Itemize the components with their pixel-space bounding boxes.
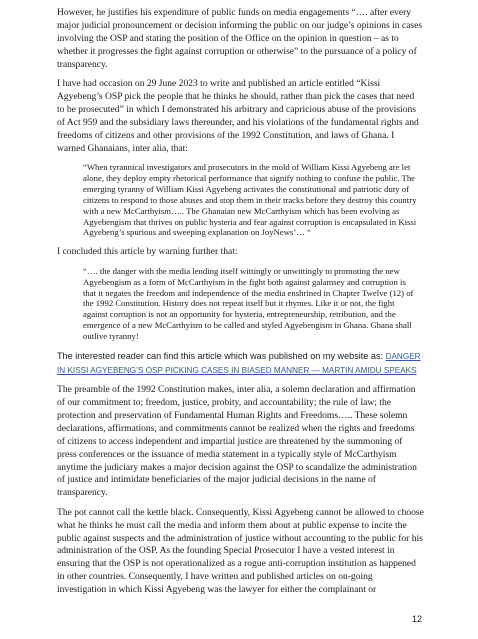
paragraph-constitution-preamble: The preamble of the 1992 Constitution makes, inter alia, a solemn declaration and affirmation of our commitment to; freedom, justice, probity, and accountability; the rule of law; the protection and preservation of Fundamental Human Rights and Freedoms….. These solemn declarations, affirmations, and commitments cannot be realized when the rights and freedoms of citizens to access independent and impartial justice are threatened by the summoning of press conferences or the issuance of media statement in a typically style of McCarthyism anytime the judiciary makes a major decision against the OSP to scandalize the administration of justice and intimidate beneficiaries of the major judicial decisions in the name of transparency. [57, 384, 417, 499]
paragraph-website-reference [57, 350, 424, 377]
article-link[interactable]: DANGER IN KISSI AGYEBENG’S OSP PICKING CASES IN BIASED MANNER — MARTIN AMIDU SPEAKS [57, 352, 421, 375]
paragraph-conclusion-intro: I concluded this article by warning further that: [57, 246, 238, 258]
page-number: 12 [411, 614, 422, 624]
block-quote-media-danger: “…. the danger with the media lending itself wittingly or unwittingly to promoting the new Agyebengism as a form of McCarthyism in the fight both against galamsey and corruption is that it negates the freedom and independence of the media enshrined in Chapter Twelve (12) of the 1992 Constitution. History does not repeat itself but it rhymes. Like it or not, the fight against corruption is not an opportunity for hysteria, entrepreneurship, retribution, and the emergence of a new McCarthyism to be called and styled Agyebengism in Ghana. Ghana shall outlive tyranny! [83, 265, 414, 342]
block-quote-tyranny: “When tyrannical investigators and prosecutors in the mold of William Kissi Agyebeng are let alone, they deploy empty rhetorical performance that signify nothing to confuse the public. The emerging tyranny of William Kissi Agyebeng activates the constitutional and patriotic duty of citizens to respond to those abuses and stop them in their tracks before they destroy this country with a new McCarthyism….. The Ghanaian new McCarthyism which has been evolving as Agyebengism that thrives on public hysteria and fear against corruption is encapsulated in Kissi Agyebeng’s spurious and sweeping explanation on JoyNews’… “ [83, 161, 417, 238]
paragraph-pot-kettle: The pot cannot call the kettle black. Consequently, Kissi Agyebeng cannot be allowed to choose what he thinks he must call the media and inform them about at public expense to incite the public against suspects and the administration of justice without accounting to the public for his administration of the OSP. As the founding Special Prosecutor I have a vested interest in ensuring that the OSP is not operationalized as a rogue anti-corruption institution as happened in other countries. Consequently, I have written and published articles on on-going investigation in which Kissi Agyebeng was the lawyer for either the complainant or [57, 506, 424, 596]
website-reference-text: The interested reader can find this article which was published on my website as: [57, 351, 386, 362]
paragraph-transparency-justification: However, he justifies his expenditure of public funds on media engagements “…. after every major judicial pronouncement or decision informing the public on our judge’s opinions in cases involving the OSP and stating the position of the Office on the opinion in question – as to whether it progresses the fight against corruption or otherwise” to the pursuance of a policy of transparency. [57, 7, 423, 70]
paragraph-article-reference: I have had occasion on 29 June 2023 to write and published an article entitled “Kissi Agyebeng’s OSP pick the people that he thinks he should, rather than pick the cases that need to be prosecuted” in which I demonstrated his arbitrary and capricious abuse of the provisions of Act 959 and the subsidiary laws thereunder, and his violations of the fundamental rights and freedoms of citizens and other provisions of the 1992 Constitution, and laws of Ghana. I warned Ghanaians, inter alia, that: [57, 78, 419, 154]
